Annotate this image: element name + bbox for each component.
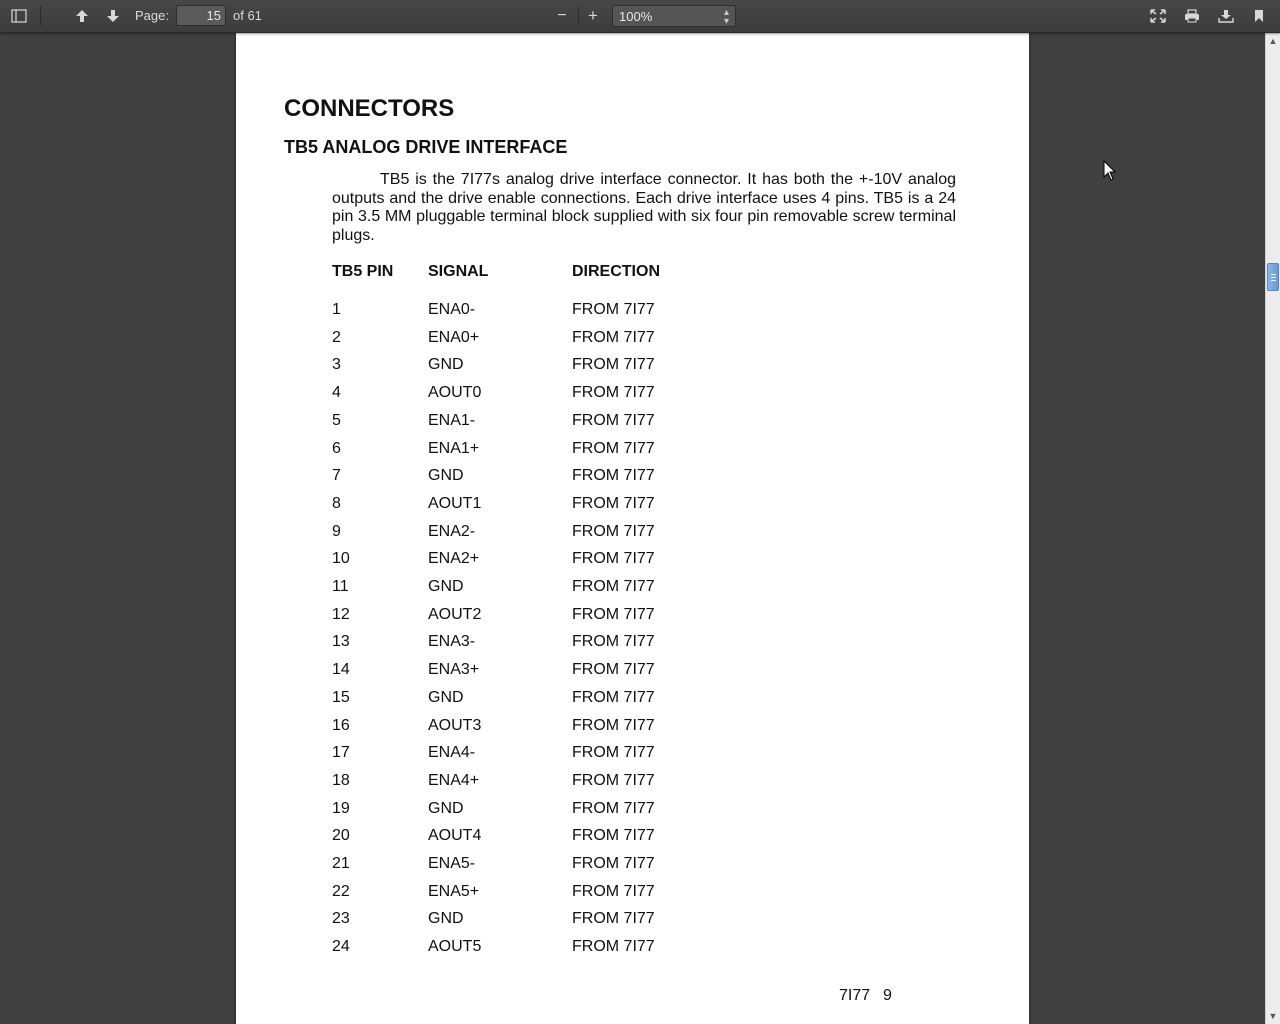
signal-name: ENA0- bbox=[428, 301, 476, 318]
scroll-down-arrow-icon[interactable]: ▼ bbox=[1268, 1011, 1278, 1021]
table-row bbox=[236, 910, 1029, 932]
signal-direction: FROM 7I77 bbox=[572, 688, 655, 706]
signal-direction: FROM 7I77 bbox=[572, 356, 655, 374]
pin-number: 11 bbox=[332, 578, 349, 595]
signal-direction: FROM 7I77 bbox=[572, 301, 655, 318]
signal-direction: FROM 7I77 bbox=[572, 827, 655, 845]
pin-number: 2 bbox=[332, 328, 341, 346]
pin-number: 1 bbox=[332, 301, 341, 318]
signal-name: GND bbox=[428, 578, 464, 595]
pin-number: 7 bbox=[332, 467, 341, 485]
zoom-in-icon: + bbox=[588, 6, 598, 25]
table-row bbox=[236, 744, 1029, 766]
signal-direction: FROM 7I77 bbox=[572, 744, 655, 762]
signal-name: ENA3- bbox=[428, 633, 476, 651]
table-row bbox=[236, 827, 1029, 849]
table-row bbox=[236, 412, 1029, 434]
signal-name: ENA0+ bbox=[428, 328, 480, 346]
table-row bbox=[236, 440, 1029, 462]
signal-name: AOUT3 bbox=[428, 716, 482, 734]
mouse-cursor-icon bbox=[1103, 160, 1117, 182]
pin-number: 8 bbox=[332, 494, 341, 512]
column-header-signal: SIGNAL bbox=[428, 263, 489, 280]
print-button[interactable] bbox=[1178, 4, 1206, 28]
signal-direction: FROM 7I77 bbox=[572, 328, 655, 346]
section-heading: TB5 ANALOG DRIVE INTERFACE bbox=[284, 137, 568, 157]
signal-name: ENA3+ bbox=[428, 661, 480, 679]
signal-direction: FROM 7I77 bbox=[572, 467, 655, 485]
bookmark-icon bbox=[1254, 9, 1264, 23]
pin-number: 14 bbox=[332, 661, 350, 679]
table-row bbox=[236, 800, 1029, 822]
table-row bbox=[236, 495, 1029, 517]
pin-number: 5 bbox=[332, 411, 341, 429]
signal-name: ENA4+ bbox=[428, 771, 480, 789]
footer-product: 7I77 bbox=[839, 987, 871, 1004]
signal-direction: FROM 7I77 bbox=[572, 938, 655, 956]
pin-number: 12 bbox=[332, 605, 350, 623]
pin-number: 6 bbox=[332, 439, 341, 457]
zoom-out-icon: − bbox=[557, 7, 567, 24]
document-viewer[interactable] bbox=[0, 33, 1265, 1024]
table-row bbox=[236, 550, 1029, 572]
signal-direction: FROM 7I77 bbox=[572, 384, 655, 402]
signal-name: ENA5- bbox=[428, 855, 476, 872]
footer-page-number: 9 bbox=[883, 987, 892, 1004]
table-row bbox=[236, 883, 1029, 905]
signal-direction: FROM 7I77 bbox=[572, 605, 655, 623]
table-row bbox=[236, 356, 1029, 378]
zoom-value: 100% bbox=[619, 9, 653, 24]
previous-page-button[interactable] bbox=[68, 4, 96, 28]
pin-number: 3 bbox=[332, 356, 341, 374]
pin-number: 19 bbox=[332, 799, 350, 817]
pin-number: 15 bbox=[332, 688, 350, 706]
page-label: Page: bbox=[135, 8, 169, 23]
pdf-page bbox=[236, 33, 1029, 1024]
vertical-scrollbar[interactable] bbox=[1265, 33, 1280, 1024]
presentation-mode-button[interactable] bbox=[1144, 4, 1172, 28]
page-heading: CONNECTORS bbox=[284, 95, 455, 122]
signal-name: GND bbox=[428, 467, 464, 485]
pin-number: 22 bbox=[332, 882, 350, 900]
zoom-out-button[interactable] bbox=[548, 4, 576, 28]
signal-direction: FROM 7I77 bbox=[572, 633, 655, 651]
pin-number: 21 bbox=[332, 855, 350, 872]
pin-number: 20 bbox=[332, 827, 350, 845]
page-number-input[interactable] bbox=[176, 5, 226, 26]
column-header-pin: TB5 PIN bbox=[332, 263, 394, 280]
previous-page-icon bbox=[75, 9, 89, 23]
signal-name: ENA1+ bbox=[428, 439, 480, 457]
table-row bbox=[236, 938, 1029, 960]
signal-name: AOUT1 bbox=[428, 494, 482, 512]
signal-direction: FROM 7I77 bbox=[572, 716, 655, 734]
signal-direction: FROM 7I77 bbox=[572, 522, 655, 540]
signal-name: ENA2+ bbox=[428, 550, 480, 568]
table-row bbox=[236, 606, 1029, 628]
signal-name: AOUT5 bbox=[428, 938, 482, 956]
sidebar-toggle-button[interactable] bbox=[5, 4, 33, 28]
signal-direction: FROM 7I77 bbox=[572, 550, 655, 568]
table-row bbox=[236, 633, 1029, 655]
pin-number: 13 bbox=[332, 633, 350, 651]
pin-number: 10 bbox=[332, 550, 350, 568]
column-header-direction: DIRECTION bbox=[572, 263, 660, 280]
toolbar-separator bbox=[40, 6, 41, 26]
table-row bbox=[236, 689, 1029, 711]
table-row bbox=[236, 717, 1029, 739]
table-row bbox=[236, 329, 1029, 351]
table-row bbox=[236, 467, 1029, 489]
bookmark-button[interactable] bbox=[1245, 4, 1273, 28]
signal-direction: FROM 7I77 bbox=[572, 494, 655, 512]
signal-direction: FROM 7I77 bbox=[572, 799, 655, 817]
signal-name: GND bbox=[428, 688, 464, 706]
next-page-icon bbox=[106, 9, 120, 23]
signal-name: ENA1- bbox=[428, 411, 476, 429]
next-page-button[interactable] bbox=[99, 4, 127, 28]
download-button[interactable] bbox=[1212, 4, 1240, 28]
signal-direction: FROM 7I77 bbox=[572, 439, 655, 457]
sidebar-toggle-icon bbox=[11, 9, 27, 23]
pin-number: 9 bbox=[332, 522, 341, 540]
pin-number: 18 bbox=[332, 771, 350, 789]
section-paragraph: TB5 is the 7I77s analog drive interface connector. It has both the +-10V analog outputs and the drive enable connections. Each drive interface uses 4 pins. TB5 is a 24 pin 3.5 MM pluggable terminal block supplied with six four pin removable screw terminal plugs. bbox=[332, 171, 956, 244]
table-row bbox=[236, 578, 1029, 600]
signal-name: ENA4- bbox=[428, 744, 476, 762]
table-row bbox=[236, 301, 1029, 323]
page-count: of 61 bbox=[233, 8, 262, 23]
table-row bbox=[236, 661, 1029, 683]
pin-number: 4 bbox=[332, 384, 341, 402]
signal-name: AOUT4 bbox=[428, 827, 482, 845]
signal-name: GND bbox=[428, 910, 464, 928]
table-row bbox=[236, 384, 1029, 406]
signal-direction: FROM 7I77 bbox=[572, 855, 655, 872]
pin-number: 16 bbox=[332, 716, 350, 734]
pin-number: 24 bbox=[332, 938, 350, 956]
signal-direction: FROM 7I77 bbox=[572, 771, 655, 789]
table-row bbox=[236, 523, 1029, 545]
signal-name: ENA2- bbox=[428, 522, 476, 540]
signal-name: ENA5+ bbox=[428, 882, 480, 900]
signal-direction: FROM 7I77 bbox=[572, 661, 655, 679]
signal-name: AOUT0 bbox=[428, 384, 482, 402]
signal-name: AOUT2 bbox=[428, 605, 482, 623]
download-icon bbox=[1218, 9, 1234, 23]
table-row bbox=[236, 855, 1029, 877]
signal-direction: FROM 7I77 bbox=[572, 578, 655, 595]
select-caret-icon: ▴ ▾ bbox=[723, 7, 729, 27]
zoom-select[interactable] bbox=[612, 5, 736, 27]
scroll-up-arrow-icon[interactable]: ▲ bbox=[1268, 36, 1278, 46]
scrollbar-thumb[interactable] bbox=[1267, 263, 1279, 291]
pin-number: 17 bbox=[332, 744, 350, 762]
pin-number: 23 bbox=[332, 910, 350, 928]
signal-direction: FROM 7I77 bbox=[572, 910, 655, 928]
presentation-mode-icon bbox=[1150, 9, 1166, 23]
viewer-toolbar bbox=[0, 0, 1280, 33]
table-row bbox=[236, 772, 1029, 794]
signal-name: GND bbox=[428, 799, 464, 817]
signal-name: GND bbox=[428, 356, 464, 374]
zoom-in-button[interactable] bbox=[579, 4, 607, 28]
print-icon bbox=[1184, 9, 1200, 23]
signal-direction: FROM 7I77 bbox=[572, 882, 655, 900]
signal-direction: FROM 7I77 bbox=[572, 411, 655, 429]
